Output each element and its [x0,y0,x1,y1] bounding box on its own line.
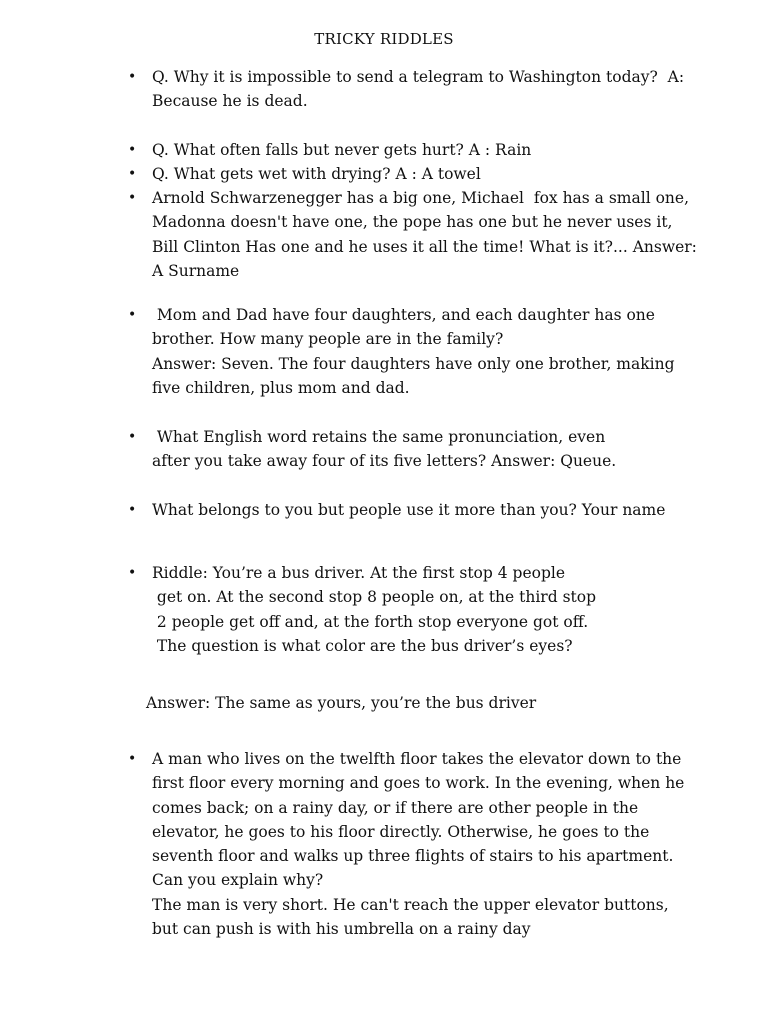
bullet-glyph: • [128,502,137,518]
riddle-item-elevator [128,747,712,941]
bullet-glyph: • [128,751,137,767]
riddle-item-bus-driver [128,561,712,658]
riddle-item-name [128,498,712,522]
bus-driver-answer: Answer: The same as yours, you’re the bus driver [146,694,537,712]
riddle-item-surname [128,186,712,283]
bullet-glyph: • [128,142,137,158]
riddle-line: but can push is with his umbrella on a rainy day [152,920,531,939]
riddle-line: Because he is dead. [152,92,308,111]
riddle-line: 2 people get off and, at the forth stop everyone got off. [152,612,589,631]
riddle-line: The man is very short. He can't reach the upper elevator buttons, [152,895,669,914]
riddle-line: get on. At the second stop 8 people on, at the third stop [152,588,597,607]
bullet-glyph: • [128,166,137,182]
riddle-item-towel [128,162,712,186]
bullet-glyph: • [128,190,137,206]
bullet-glyph: • [128,565,137,581]
riddle-line: Bill Clinton Has one and he uses it all the time! What is it?... Answer: [152,237,697,256]
bullet-glyph: • [128,69,137,85]
riddle-item-telegram [128,65,712,114]
riddle-line: A Surname [152,261,240,280]
riddle-line: five children, plus mom and dad. [152,378,410,397]
riddle-line: What belongs to you but people use it more than you? Your name [152,501,666,519]
riddle-line: The question is what color are the bus driver’s eyes? [152,636,573,655]
bullet-glyph: • [128,429,137,445]
riddle-line: Q. What gets wet with drying? A : A towel [152,165,481,183]
riddle-line: Arnold Schwarzenegger has a big one, Michael fox has a small one, [152,189,689,207]
riddle-item-family [128,303,712,400]
riddle-line: seventh floor and walks up three flights of stairs to his apartment. [152,847,674,866]
riddle-line: first floor every morning and goes to work. In the evening, when he [152,774,685,793]
riddle-line: comes back; on a rainy day, or if there are other people in the [152,798,639,817]
riddle-line: Can you explain why? [152,871,324,890]
riddle-line: brother. How many people are in the family? [152,330,504,349]
riddle-line: Q. Why it is impossible to send a telegram to Washington today? A: [152,68,685,86]
riddle-line: Q. What often falls but never gets hurt? A : Rain [152,141,532,159]
page-title: TRICKY RIDDLES [314,30,454,48]
riddle-line: What English word retains the same pronunciation, even [152,428,606,446]
riddle-line: Mom and Dad have four daughters, and each daughter has one [152,306,655,324]
riddle-line: elevator, he goes to his floor directly. Otherwise, he goes to the [152,822,650,841]
riddle-line: after you take away four of its five letters? Answer: Queue. [152,452,617,471]
riddle-item-rain [128,138,712,162]
riddle-line: A man who lives on the twelfth floor takes the elevator down to the [152,750,682,768]
riddle-line: Answer: Seven. The four daughters have only one brother, making [152,354,675,373]
riddle-line: Madonna doesn't have one, the pope has one but he never uses it, [152,213,673,232]
riddle-item-queue [128,425,712,474]
riddle-line: Riddle: You’re a bus driver. At the first stop 4 people [152,564,565,582]
bullet-glyph: • [128,307,137,323]
